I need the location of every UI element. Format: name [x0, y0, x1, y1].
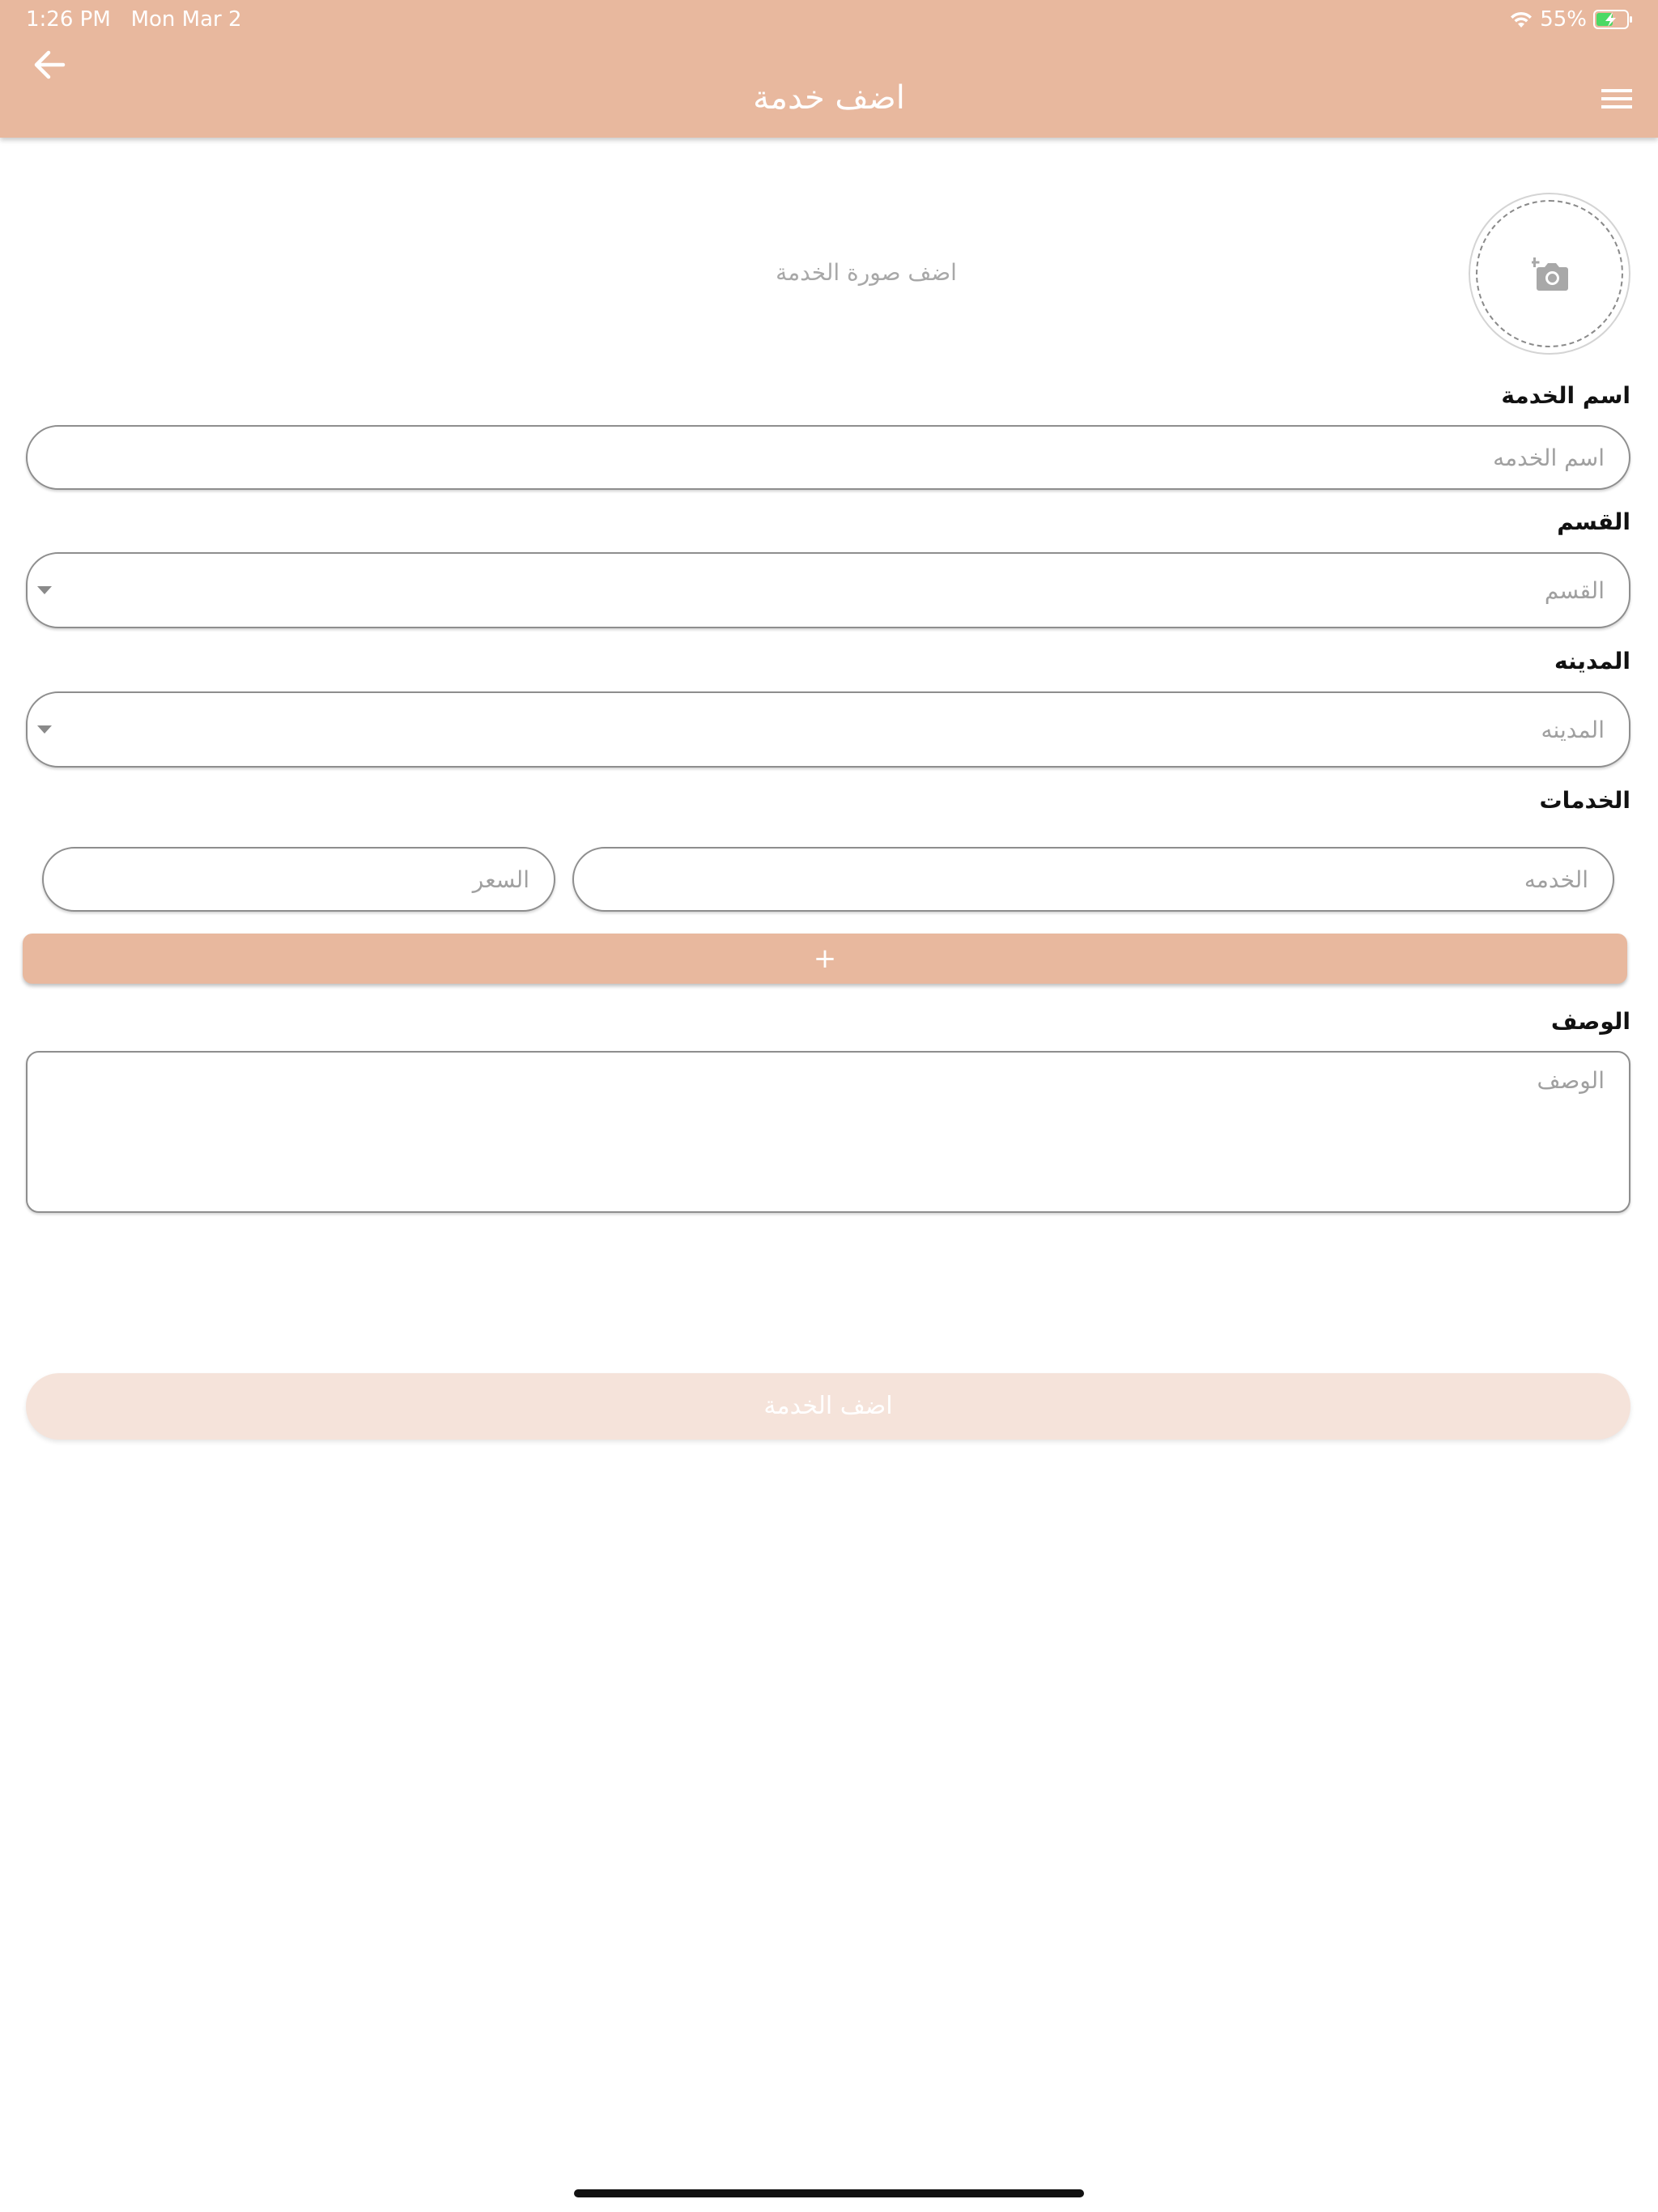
page-title: اضف خدمة [753, 79, 905, 117]
home-indicator [574, 2189, 1084, 2197]
services-label: الخدمات [1539, 787, 1630, 814]
city-label: المدينه [1554, 648, 1630, 674]
service-name-label: اسم الخدمة [1501, 382, 1630, 409]
service-name-input[interactable] [52, 445, 1605, 471]
category-placeholder: القسم [1544, 576, 1605, 604]
description-field[interactable] [26, 1051, 1630, 1213]
service-price-field[interactable] [42, 847, 555, 912]
wifi-icon [1509, 10, 1533, 29]
category-select[interactable] [26, 552, 1630, 628]
menu-button[interactable] [1600, 84, 1634, 113]
description-label: الوصف [1550, 1008, 1630, 1035]
service-name-field[interactable] [26, 425, 1630, 490]
category-label: القسم [1557, 508, 1630, 535]
city-select[interactable] [26, 691, 1630, 768]
battery-percent: 55% [1540, 7, 1587, 32]
hamburger-menu-icon [1600, 84, 1634, 113]
service-item-field[interactable] [572, 847, 1614, 912]
city-placeholder: المدينه [1541, 716, 1605, 743]
status-time: 1:26 PM [26, 7, 111, 32]
status-time-date [26, 7, 242, 32]
description-textarea[interactable] [52, 1067, 1605, 1197]
app-header [0, 0, 1658, 138]
battery-charging-icon [1593, 9, 1634, 30]
chevron-down-icon [37, 586, 52, 594]
status-date: Mon Mar 2 [130, 7, 242, 32]
photo-label: اضف صورة الخدمة [776, 259, 957, 286]
status-indicators [1509, 6, 1634, 33]
service-photo-picker[interactable] [1469, 193, 1630, 355]
add-camera-icon [1532, 257, 1569, 291]
service-item-input[interactable] [598, 866, 1588, 893]
service-price-input[interactable] [68, 866, 529, 893]
add-service-row-button[interactable]: + [23, 934, 1627, 984]
chevron-down-icon [37, 725, 52, 734]
submit-add-service-button[interactable]: اضف الخدمة [26, 1373, 1630, 1440]
